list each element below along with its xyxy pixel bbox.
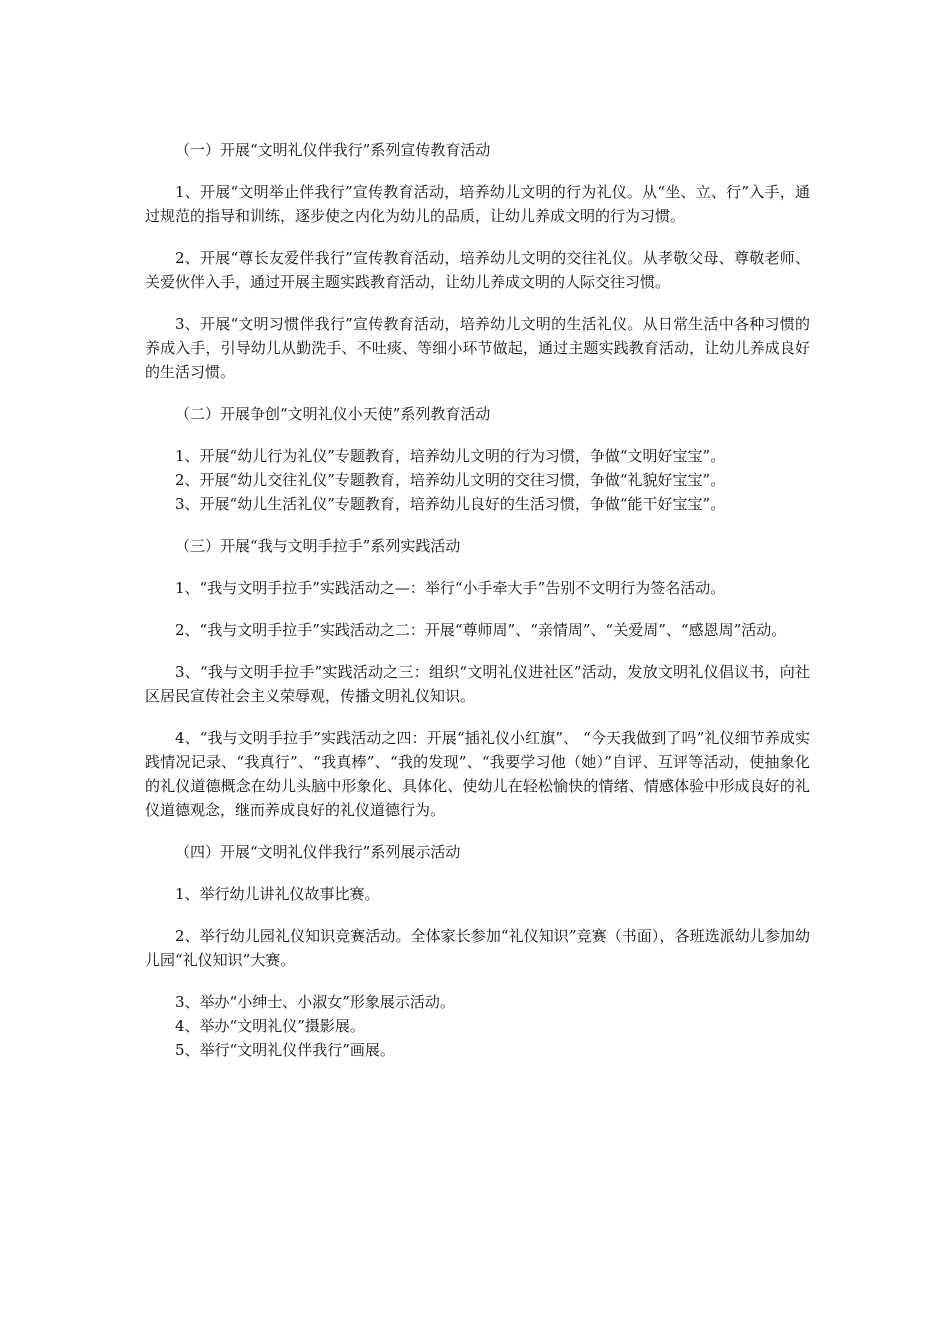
section-heading-2: （二）开展争创“文明礼仪小天使”系列教育活动 [175, 405, 491, 423]
paragraph-1-3: 3、开展“文明习惯伴我行”宣传教育活动，培养幼儿文明的生活礼仪。从日常生活中各种习惯的养成入手，引导幼儿从勤洗手、不吐痰、等细小环节做起，通过主题实践教育活动，让幼儿养成良好的生活习惯。 [145, 315, 810, 381]
paragraph-4-4: 4、举办“文明礼仪”摄影展。 [175, 1017, 365, 1035]
paragraph-2-2: 2、开展“幼儿交往礼仪”专题教育，培养幼儿文明的交往习惯，争做“礼貌好宝宝”。 [175, 471, 726, 489]
paragraph-2-3: 3、开展“幼儿生活礼仪”专题教育，培养幼儿良好的生活习惯，争做“能干好宝宝”。 [175, 495, 726, 513]
document-body [145, 138, 810, 1062]
paragraph-2-1: 1、开展“幼儿行为礼仪”专题教育，培养幼儿文明的行为习惯，争做“文明好宝宝”。 [175, 447, 726, 465]
paragraph-3-1: 1、“我与文明手拉手”实践活动之—：举行“小手牵大手”告别不文明行为签名活动。 [175, 579, 726, 597]
paragraph-3-3: 3、“我与文明手拉手”实践活动之三：组织“文明礼仪进社区”活动，发放文明礼仪倡议书，向社区居民宣传社会主义荣辱观，传播文明礼仪知识。 [145, 663, 810, 705]
paragraph-3-4: 4、“我与文明手拉手”实践活动之四：开展“插礼仪小红旗”、 “今天我做到了吗”礼仪细节养成实践情况记录、“我真行”、“我真棒”、“我的发现”、“我要学习他（她）”自评、互评等活动，使抽象化的礼仪道德概念在幼儿头脑中形象化、具体化、使幼儿在轻松愉快的情绪、情感体验中形成良好的礼仪道德观念，继而养成良好的礼仪道德行为。 [145, 729, 810, 819]
paragraph-4-5: 5、举行“文明礼仪伴我行”画展。 [175, 1041, 395, 1059]
paragraph-1-2: 2、开展“尊长友爱伴我行”宣传教育活动，培养幼儿文明的交往礼仪。从孝敬父母、尊敬老师、关爱伙伴入手，通过开展主题实践教育活动，让幼儿养成文明的人际交往习惯。 [145, 249, 810, 291]
section-heading-3: （三）开展“我与文明手拉手”系列实践活动 [175, 537, 461, 555]
paragraph-4-1: 1、举行幼儿讲礼仪故事比赛。 [175, 885, 380, 903]
section-heading-1: （一）开展“文明礼仪伴我行”系列宣传教育活动 [175, 141, 491, 159]
paragraph-4-3: 3、举办“小绅士、小淑女”形象展示活动。 [175, 993, 455, 1011]
paragraph-1-1: 1、开展“文明举止伴我行”宣传教育活动，培养幼儿文明的行为礼仪。从“坐、立、行”入手，通过规范的指导和训练，逐步使之内化为幼儿的品质，让幼儿养成文明的行为习惯。 [145, 183, 810, 225]
paragraph-4-2: 2、举行幼儿园礼仪知识竞赛活动。全体家长参加“礼仪知识”竞赛（书面），各班选派幼儿参加幼儿园“礼仪知识”大赛。 [145, 927, 810, 969]
paragraph-3-2: 2、“我与文明手拉手”实践活动之二：开展“尊师周”、“亲情周”、“关爱周”、“感恩周”活动。 [175, 621, 787, 639]
section-heading-4: （四）开展“文明礼仪伴我行”系列展示活动 [175, 843, 461, 861]
